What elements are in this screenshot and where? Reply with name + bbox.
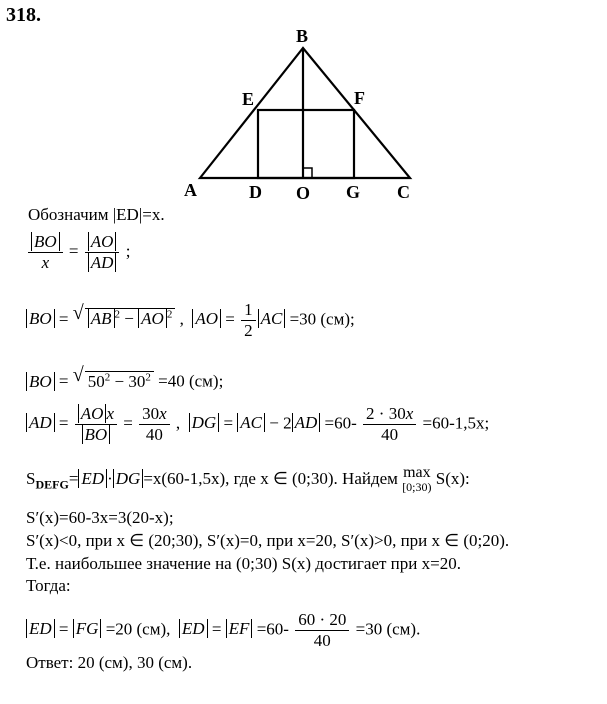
answer-line: Ответ: 20 (см), 30 (см). — [26, 653, 193, 672]
label-g: G — [346, 182, 361, 202]
line-1: Обозначим |ED|=x. — [28, 205, 165, 224]
label-e: E — [242, 89, 255, 109]
triangle-figure — [170, 18, 430, 203]
line-6: $S_{DEFG}=$ ED · DG =x(60-1,5x), где x ∈ (0;30). Найдем max [0;30) S(x): — [26, 464, 470, 494]
label-f: F — [354, 88, 365, 108]
line-2: $\frac{BO}{x}$ = $\frac{AO}{AD}$ ; — [26, 232, 130, 273]
right-angle-mark — [303, 168, 312, 178]
line-7: S′(x)=60-3x=3(20-x); — [26, 508, 174, 527]
line-9: Т.е. наибольшее значение на (0;30) S(x) достигает при x=20. — [26, 554, 461, 573]
problem-number: 318. — [6, 4, 41, 26]
label-c: C — [397, 182, 410, 202]
triangle-abc — [200, 48, 410, 178]
label-o: O — [296, 183, 311, 203]
line-8: S′(x)<0, при x ∈ (20;30), S′(x)=0, при x=20, S′(x)>0, при x ∈ (0;20). — [26, 531, 510, 550]
line-4: BO = √ $50^2 - 30^2 =40$ (см); — [26, 367, 223, 392]
label-d: D — [249, 182, 262, 202]
label-b: B — [296, 26, 309, 46]
line-5: AD = $\frac{\text{AO x}}{BO}$ = $\frac{30x}{40}$ , DG = AC − 2 AD =60- $\frac{2 \cdot 30x}{40}$ =60-1,5x; — [26, 404, 489, 445]
line-11: ED = FG =20 (см), ED = EF =60- $\frac{60 \cdot 20}{40}$ =30 (см). — [26, 610, 420, 651]
line-3: BO = √ AB $^2$ − AO $^2$ , AO = $\frac{1}{2}$ AC =30 (см); — [26, 300, 355, 341]
label-a: A — [184, 180, 197, 200]
line-10: Тогда: — [26, 576, 71, 595]
